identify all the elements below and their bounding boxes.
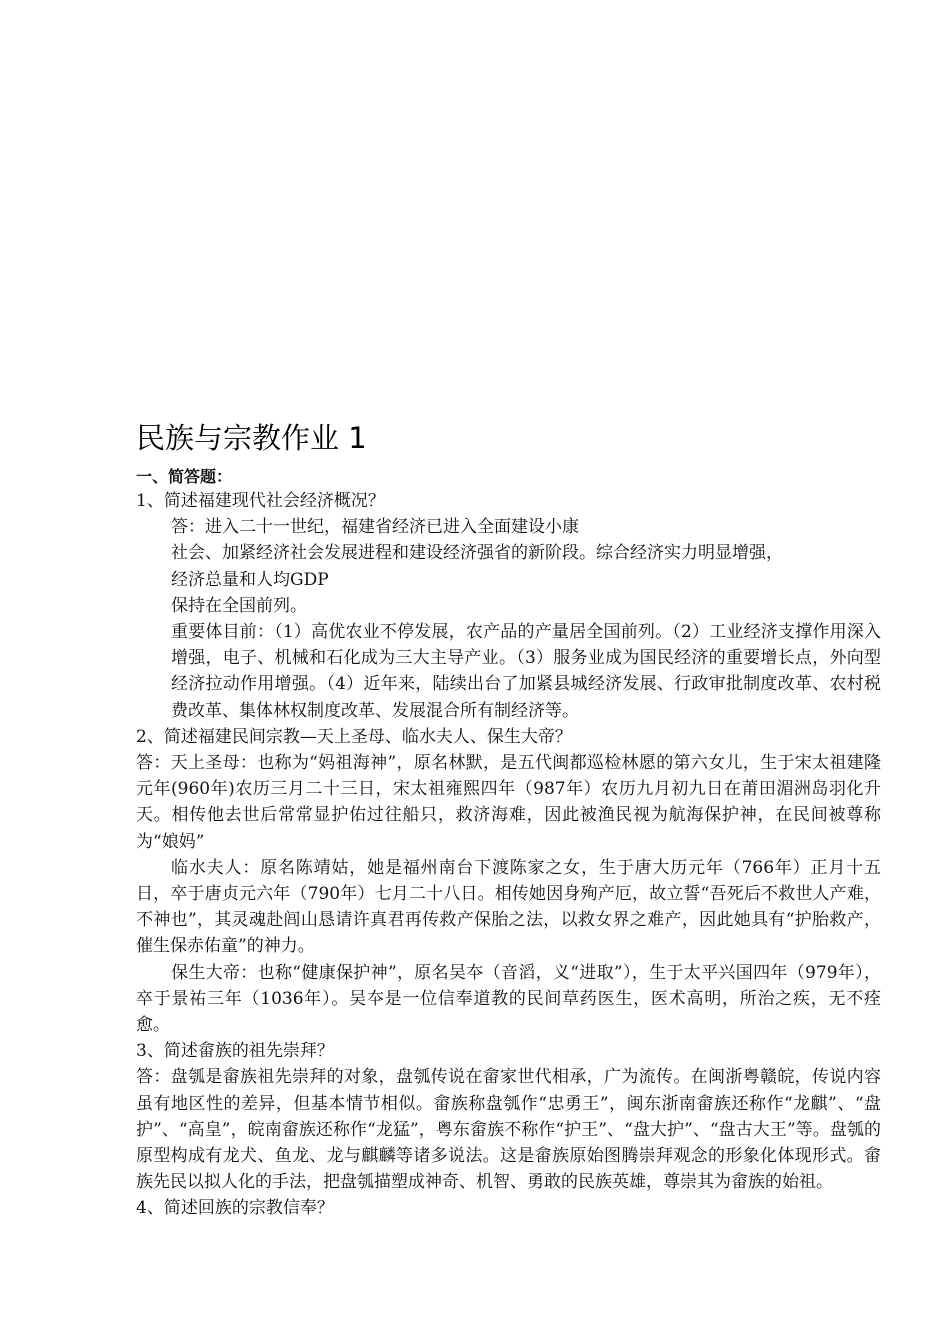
- answer-1-line-3: 经济总量和人均GDP: [171, 569, 329, 590]
- section-heading: 一、简答题：: [136, 467, 233, 486]
- answer-2-paragraph-2: 临水夫人：原名陈靖姑，她是福州南台下渡陈家之女，生于唐大历元年（766年）正月十五日，卒于唐贞元六年（790年）七月二十八日。相传她因身殉产厄，故立誓“吾死后不救世人产难，不神也”，其灵魂赴闾山恳请许真君再传救产保胎之法，以救女界之难产，因此她具有“护胎救产，催生保赤佑童”的神力。: [136, 857, 881, 957]
- answer-2-paragraph-3: 保生大帝：也称“健康保护神”，原名吴夲（音滔，义“进取”），生于太平兴国四年（979年），卒于景祐三年（1036年）。吴夲是一位信奉道教的民间草药医生，医术高明，所治之疾，无不痊愈。: [136, 962, 881, 1036]
- doc-title: 民族与宗教作业 1: [136, 421, 367, 455]
- question-4: 4、简述回族的宗教信奉？: [136, 1198, 334, 1219]
- answer-2-paragraph-1: 答：天上圣母：也称为“妈祖海神”，原名林默，是五代闽都巡检林愿的第六女儿，生于宋太祖建隆元年(960年)农历三月二十三日，宋太祖雍熙四年（987年）农历九月初九日在莆田湄洲岛羽化升天。相传他去世后常常显护佑过往船只，救济海难，因此被渔民视为航海保护神，在民间被尊称为“娘妈”: [136, 753, 881, 852]
- answer-1-line-2: 社会、加紧经济社会发展进程和建设经济强省的新阶段。综合经济实力明显增强，: [171, 543, 783, 564]
- answer-1-line-4: 保持在全国前列。: [171, 595, 307, 616]
- question-1: 1、简述福建现代社会经济概况？: [136, 491, 385, 511]
- question-3: 3、简述畲族的祖先崇拜？: [136, 1041, 334, 1062]
- answer-1-line-1: 答：进入二十一世纪，福建省经济已进入全面建设小康: [171, 517, 579, 538]
- question-2: 2、简述福建民间宗教—天上圣母、临水夫人、保生大帝？: [136, 726, 572, 747]
- doc-body: [136, 488, 881, 1222]
- answer-3-paragraph: 答：盘瓠是畲族祖先崇拜的对象，盘瓠传说在畲家世代相承，广为流传。在闽浙粤赣皖，传说内容虽有地区性的差异，但基本情节相似。畲族称盘瓠作“忠勇王”，闽东浙南畲族还称作“龙麒”、“盘护”、“高皇”，皖南畲族还称作“龙猛”，粤东畲族不称作“护王”、“盘大护”、“盘古大王”等。盘瓠的原型构成有龙犬、鱼龙、龙与麒麟等诸多说法。这是畲族原始图腾崇拜观念的形象化体现形式。畲族先民以拟人化的手法，把盘瓠描塑成神奇、机智、勇敢的民族英雄，尊崇其为畲族的始祖。: [136, 1067, 881, 1193]
- answer-1-paragraph: 重要体目前：（1）高优农业不停发展，农产品的产量居全国前列。（2）工业经济支撑作用深入增强，电子、机械和石化成为三大主导产业。（3）服务业成为国民经济的重要增长点，外向型经济拉动作用增强。（4）近年来，陆续出台了加紧县城经济发展、行政审批制度改革、农村税费改革、集体林权制度改革、发展混合所有制经济等。: [171, 622, 881, 721]
